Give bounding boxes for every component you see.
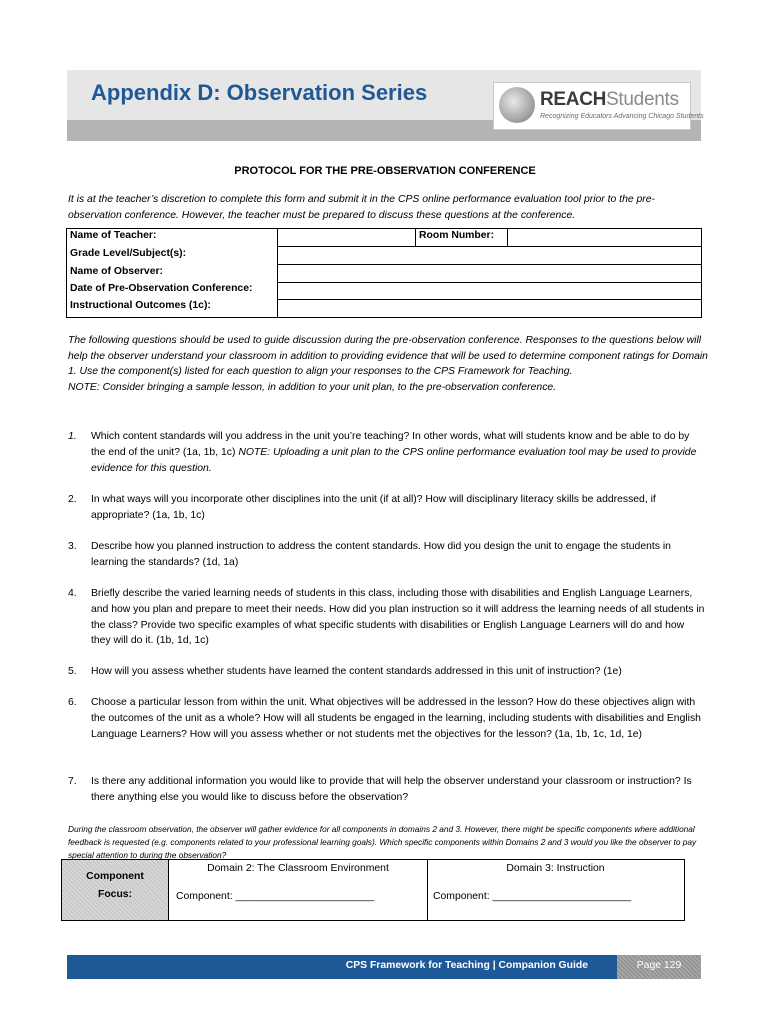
protocol-title: PROTOCOL FOR THE PRE-OBSERVATION CONFERENCE bbox=[234, 165, 536, 177]
logo-tagline: Recognizing Educators Advancing Chicago Students bbox=[540, 113, 704, 120]
question-text: How will you assess whether students have learned the content standards addressed in this unit of instruction? (1e) bbox=[91, 666, 622, 677]
question-text: Briefly describe the varied learning needs of students in this class, including those with disabilities and English Language Learners, and how you plan and prepare to meet their needs. How did you plan instruction so it will address the learning needs of all students in the class? Provide two specific examples of what specific students with disabilities or English Language Learners will do and how they will do it. (1b, 1d, 1c) bbox=[91, 588, 705, 647]
question-number: 5. bbox=[68, 666, 77, 677]
name-of-observer-label: Name of Observer: bbox=[70, 266, 163, 277]
observation-footnote: During the classroom observation, the observer will gather evidence for all components in domains 2 and 3. However, there might be specific components where additional feedback is requested (e.g. components related to your professional learning goals). Which specific components within Domains 2 and 3 would you like the observer to pay special attention to during the observation? bbox=[68, 824, 697, 860]
guide-text: The following questions should be used to guide discussion during the pre-observation conference. Responses to the questions below will help the observer understand your classroom in addition to providing evidence that will be used to determine component ratings for Domain 1. Use the component(s) listed for each question to align your responses to the CPS Framework for Teaching. bbox=[68, 335, 708, 378]
footer-bar bbox=[67, 955, 701, 979]
instructional-outcomes-label: Instructional Outcomes (1c): bbox=[70, 300, 211, 311]
observer-name-field[interactable] bbox=[278, 265, 700, 282]
question-number: 6. bbox=[68, 697, 77, 708]
question-note: NOTE: Uploading a unit plan to the CPS online performance evaluation tool may be used to provide evidence for this question. bbox=[91, 446, 697, 474]
page-number-box bbox=[617, 955, 701, 979]
teacher-name-field[interactable] bbox=[278, 229, 415, 246]
page-number: Page 129 bbox=[636, 960, 682, 971]
grade-level-label: Grade Level/Subject(s): bbox=[70, 248, 187, 259]
domain-3-heading: Domain 3: Instruction bbox=[506, 863, 605, 874]
guide-text-block bbox=[68, 333, 708, 395]
component-focus-table bbox=[61, 859, 685, 921]
grade-level-field[interactable] bbox=[278, 247, 700, 264]
room-number-label: Room Number: bbox=[419, 230, 495, 241]
instructional-outcomes-field[interactable] bbox=[278, 300, 700, 316]
guide-note: NOTE: Consider bringing a sample lesson, in addition to your unit plan, to the pre-observation conference. bbox=[68, 381, 557, 393]
page-title: Appendix D: Observation Series bbox=[91, 80, 428, 105]
component-focus-label: Component Focus: bbox=[86, 871, 144, 900]
question-number: 3. bbox=[68, 541, 77, 552]
question-text: Choose a particular lesson from within the unit. What objectives will be addressed in the lesson? How do these objectives align with the outcomes of the unit as a whole? How will all students be engaged in the learning, including students with disabilities and English Language Learners? How will you assess whether or not students met the objectives for the lesson? (1a, 1b, 1c, 1d, 1e) bbox=[91, 697, 701, 740]
table-divider bbox=[415, 229, 416, 247]
question-text: In what ways will you incorporate other disciplines into the unit (if at all)? How will disciplinary literacy skills be addressed, if appropriate? (1a, 1b, 1c) bbox=[91, 494, 656, 521]
room-number-field[interactable] bbox=[508, 229, 700, 246]
logo-seal-icon bbox=[499, 87, 535, 123]
domain-2-heading: Domain 2: The Classroom Environment bbox=[207, 863, 389, 874]
question-number: 4. bbox=[68, 588, 77, 599]
logo-name: REACHStudents bbox=[540, 89, 679, 110]
intro-text: It is at the teacher’s discretion to complete this form and submit it in the CPS online performance evaluation tool prior to the pre-observation conference. However, the teacher must be prepared to discuss these questions at the conference. bbox=[68, 194, 655, 221]
teacher-info-table bbox=[66, 228, 702, 318]
question-number: 2. bbox=[68, 494, 77, 505]
question-text: Describe how you planned instruction to address the content standards. How did you design the unit to engage the students in learning the standards? (1d, 1a) bbox=[91, 541, 671, 568]
question-text: Which content standards will you address in the unit you’re teaching? In other words, what will students know and be able to do by the end of the unit? (1a, 1b, 1c) NOTE: Uploading a unit plan to the CPS online performance evaluation tool may be used to provide evidence for this question. bbox=[91, 431, 697, 474]
domain-2-component-field[interactable]: Component: ________________________ bbox=[176, 891, 375, 902]
question-text: Is there any additional information you would like to provide that will help the observer understand your classroom or instruction? Is there anything else you would like to discuss before the observation? bbox=[91, 776, 692, 803]
component-focus-label-cell bbox=[62, 860, 169, 920]
footer-title: CPS Framework for Teaching | Companion Guide bbox=[345, 960, 588, 971]
reach-students-logo bbox=[493, 82, 704, 130]
question-number: 7. bbox=[68, 776, 77, 787]
domain-3-component-field[interactable]: Component: ________________________ bbox=[433, 891, 632, 902]
name-of-teacher-label: Name of Teacher: bbox=[70, 230, 157, 241]
question-number: 1. bbox=[68, 431, 77, 442]
date-of-conference-label: Date of Pre-Observation Conference: bbox=[70, 283, 253, 294]
conference-date-field[interactable] bbox=[278, 283, 700, 299]
